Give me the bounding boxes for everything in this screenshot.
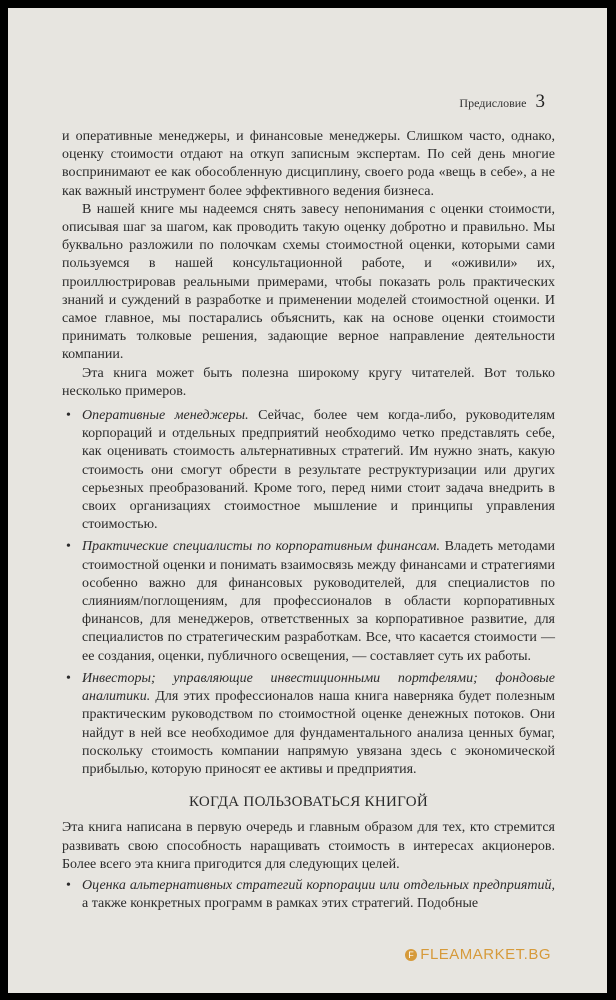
section-heading: КОГДА ПОЛЬЗОВАТЬСЯ КНИГОЙ xyxy=(189,794,428,811)
list-item xyxy=(62,670,555,779)
book-page xyxy=(8,8,607,993)
list-item-text: Сейчас, более чем когда-либо, руководителям корпораций и отдельных предприятий необходимо четко представлять себе, как оценивать стоимость альтернативных стратегий. Им нужно знать, какую стоимость они смогут обрести в результате реструктуризации или других серьезных преобразований. Кроме того, перед ними стоит задача внедрить в своих организациях стоимостное мышление и принципы управления стоимостью. xyxy=(82,408,555,533)
list-item xyxy=(62,877,555,913)
bullet-icon: • xyxy=(66,877,71,893)
bullet-icon: • xyxy=(66,670,71,686)
fleamarket-logo-icon: F xyxy=(405,949,417,961)
list-item-lead: Оперативные менеджеры. xyxy=(82,408,249,424)
paragraph-3: Эта книга может быть полезна широкому кругу читателей. Вот только несколько примеров. xyxy=(62,365,555,399)
watermark xyxy=(405,946,551,963)
list-item xyxy=(62,407,555,534)
bullet-icon: • xyxy=(66,539,71,555)
bullet-icon: • xyxy=(66,408,71,424)
readers-list xyxy=(62,407,555,779)
paragraph-1: и оперативные менеджеры, и финансовые менеджеры. Слишком часто, однако, оценку стоимости отдают на откуп записным экспертам. По сей день многие воспринимают ее как обособленную дисциплину, своего рода «вещь в себе», а не как важный инструмент более эффективного ведения бизнеса. xyxy=(62,129,555,199)
section-paragraph: Эта книга написана в первую очередь и главным образом для тех, кто стремится развивать свою способность наращивать стоимость в интересах акционеров. Более всего эта книга пригодится для следующих целей. xyxy=(62,820,555,872)
section-title: Предисловие xyxy=(459,96,527,110)
list-item-lead: Инвесторы; управляющие инвестиционными портфелями; фондовые аналитики. xyxy=(82,670,555,705)
list-item-lead: Оценка альтернативных стратегий корпорации или отдельных предприятий, xyxy=(82,877,555,893)
running-header xyxy=(459,91,545,113)
list-item-text: а также конкретных программ в рамках этих стратегий. Подобные xyxy=(82,896,479,912)
list-item-lead: Практические специалисты по корпоративным финансам. xyxy=(82,539,440,555)
purposes-list xyxy=(62,877,555,913)
list-item-text: Для этих профессионалов наша книга наверняка будет полезным практическим руководством по стоимостной оценке денежных потоков. Они найдут в ней все необходимое для фундаментального анализа ценных бумаг, поскольку стоимость компании напрямую увязана здесь с экономической прибылью, которую приносят ее активы и предприятия. xyxy=(82,689,555,777)
page-body xyxy=(62,128,555,913)
list-item-text: Владеть методами стоимостной оценки и понимать взаимосвязь между финансами и стратегиями особенно важно для финансовых руководителей, для специалистов по слияниям/поглощениям, для профессионалов в области корпоративных финансов, для менеджеров, ответственных за корпоративное развитие, для специалистов по стратегическим разработкам. Все, что касается стоимости — ее создания, оценки, публичного освещения, — составляет суть их работы. xyxy=(82,539,555,664)
page-number: 3 xyxy=(535,91,545,112)
paragraph-2: В нашей книге мы надеемся снять завесу непонимания с оценки стоимости, описывая шаг за шагом, как проводить такую оценку добротно и правильно. Мы буквально разложили по полочкам схемы стоимостной оценки, которыми сами пользуемся в нашей консультационной работе, и «оживили» их, проиллюстрировав реальными примерами, чтобы показать роль практических знаний и суждений в разработке и применении моделей стоимостной оценки. И самое главное, мы постарались объяснить, как на основе оценки стоимости принимать толковые решения, задающие верное направление деятельности компании. xyxy=(62,201,555,363)
watermark-text: FLEAMARKET.BG xyxy=(420,946,551,963)
list-item xyxy=(62,538,555,665)
